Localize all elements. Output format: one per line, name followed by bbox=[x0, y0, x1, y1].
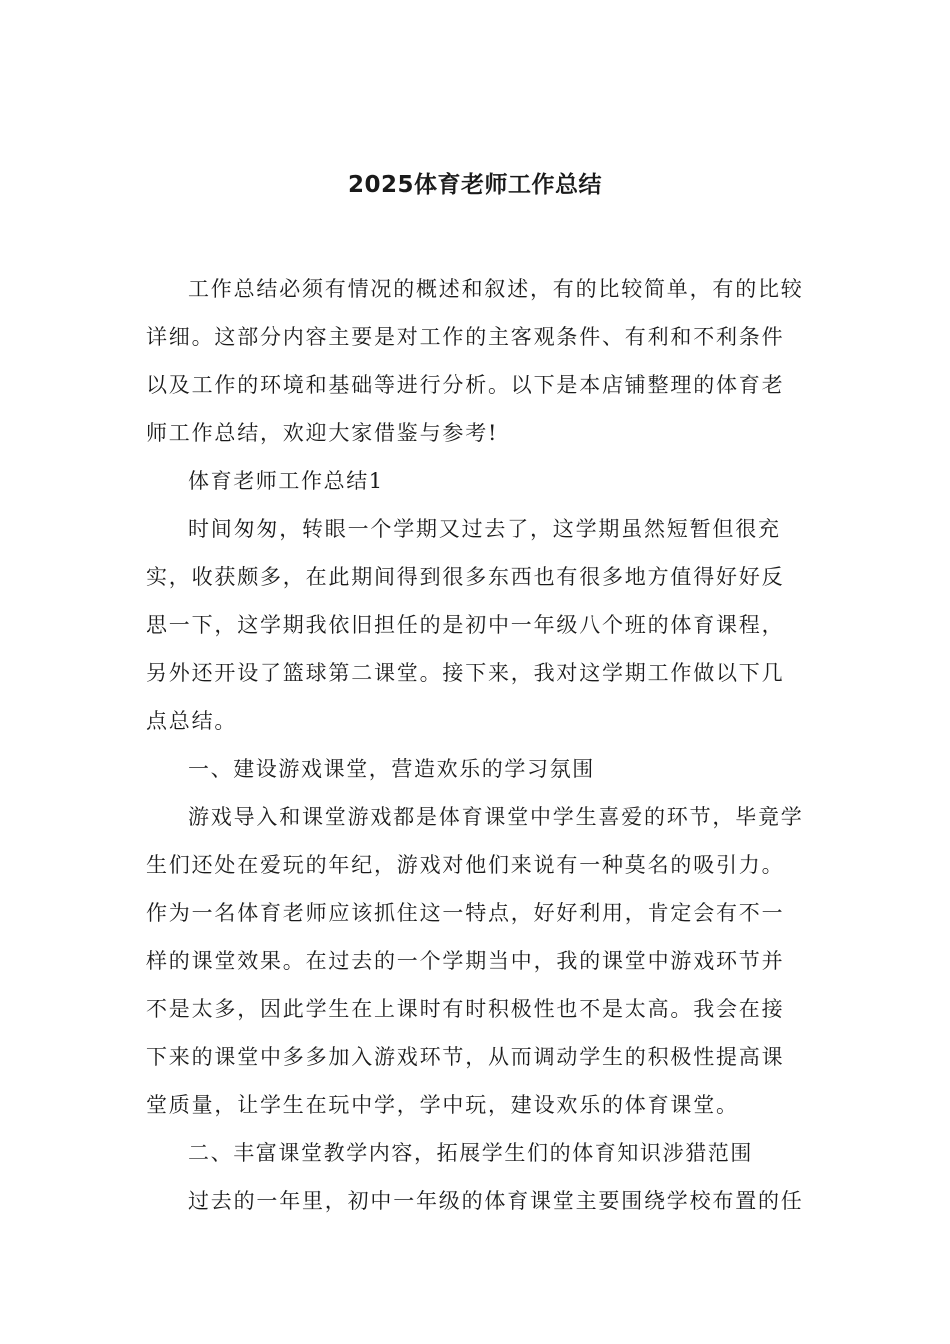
intro-paragraph: 工作总结必须有情况的概述和叙述，有的比较简单，有的比较详细。这部分内容主要是对工作的主客观条件、有利和不利条件以及工作的环境和基础等进行分析。以下是本店铺整理的体育老师工作总结，欢迎大家借鉴与参考! bbox=[146, 277, 804, 445]
document-body bbox=[146, 265, 806, 1225]
body-paragraph: 游戏导入和课堂游戏都是体育课堂中学生喜爱的环节，毕竟学生们还处在爱玩的年纪，游戏对他们来说有一种莫名的吸引力。作为一名体育老师应该抓住这一特点，好好利用，肯定会有不一样的课堂效果。在过去的一个学期当中，我的课堂中游戏环节并不是太多，因此学生在上课时有时积极性也不是太高。我会在接下来的课堂中多多加入游戏环节，从而调动学生的积极性提高课堂质量，让学生在玩中学，学中玩，建设欢乐的体育课堂。 bbox=[146, 805, 804, 1117]
body-paragraph: 时间匆匆，转眼一个学期又过去了，这学期虽然短暂但很充实，收获颇多，在此期间得到很多东西也有很多地方值得好好反思一下，这学期我依旧担任的是初中一年级八个班的体育课程，另外还开设了篮球第二课堂。接下来，我对这学期工作做以下几点总结。 bbox=[146, 517, 785, 733]
section-title: 体育老师工作总结1 bbox=[188, 469, 384, 493]
section-heading-2: 二、丰富课堂教学内容，拓展学生们的体育知识涉猎范围 bbox=[188, 1141, 753, 1165]
body-paragraph: 过去的一年里，初中一年级的体育课堂主要围绕学校布置的任 bbox=[188, 1189, 804, 1213]
section-heading-1: 一、建设游戏课堂，营造欢乐的学习氛围 bbox=[188, 757, 595, 781]
document-title: 2025体育老师工作总结 bbox=[347, 172, 602, 198]
